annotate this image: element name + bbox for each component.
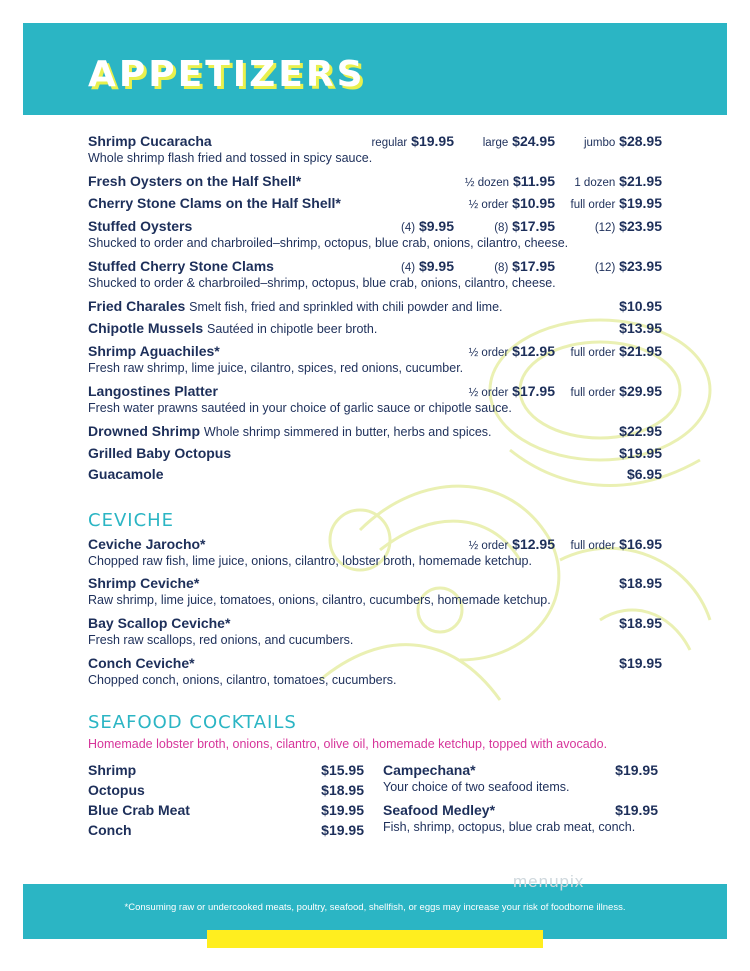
price [619, 575, 662, 591]
item-name [88, 615, 230, 631]
cocktail-description: Fish, shrimp, octopus, blue crab meat, conch. [383, 820, 636, 834]
price-value: $28.95 [619, 133, 662, 149]
menu-item [88, 343, 662, 363]
cocktail-name: Seafood Medley* [383, 802, 496, 818]
price-value: $13.95 [619, 320, 662, 336]
price-value: $21.95 [619, 343, 662, 359]
price [371, 133, 454, 149]
item-description: Fresh raw shrimp, lime juice, cilantro, spices, red onions, cucumber. [88, 361, 464, 375]
price-value: $18.95 [619, 575, 662, 591]
price [469, 343, 555, 359]
item-name [88, 423, 492, 439]
item-name [88, 173, 301, 189]
price-value: $23.95 [619, 218, 662, 234]
cocktail-price: $19.95 [615, 802, 658, 818]
page-title: APPETIZERS [88, 54, 366, 95]
price-label: ½ order [468, 199, 509, 211]
item-name-text: Stuffed Oysters [88, 218, 193, 234]
price-value: $19.95 [411, 133, 454, 149]
price [401, 218, 454, 234]
price-label: ½ order [468, 347, 509, 359]
yellow-bar [207, 930, 543, 948]
menu-item [88, 536, 662, 556]
menu-item [88, 195, 662, 215]
price-value: $11.95 [512, 173, 555, 189]
item-name [88, 575, 199, 591]
price-label: (4) [401, 222, 416, 234]
price-value: $16.95 [619, 536, 662, 552]
price-value: $9.95 [418, 258, 454, 274]
cocktail-name: Conch [88, 822, 132, 838]
price-value: $23.95 [619, 258, 662, 274]
item-name [88, 466, 163, 482]
item-name [88, 320, 377, 336]
item-inline-description: Smelt fish, fried and sprinkled with chili powder and lime. [189, 300, 503, 314]
item-name-text: Shrimp Cucaracha [88, 133, 212, 149]
item-name [88, 258, 274, 274]
price [619, 445, 662, 461]
price-label: (12) [594, 262, 616, 274]
price-label: (4) [401, 262, 416, 274]
cocktail-description: Your choice of two seafood items. [383, 780, 570, 794]
price-label: (8) [494, 262, 509, 274]
menu-item [88, 423, 662, 443]
price [595, 218, 662, 234]
price [571, 195, 662, 211]
price-label: 1 dozen [574, 177, 616, 189]
item-name [88, 133, 212, 149]
item-description: Raw shrimp, lime juice, tomatoes, onions, cilantro, cucumbers, homemade ketchup. [88, 593, 551, 607]
price-value: $17.95 [512, 218, 555, 234]
item-name-text: Chipotle Mussels [88, 320, 204, 336]
cocktail-item [88, 802, 364, 822]
price-value: $10.95 [512, 195, 555, 211]
price-value: $17.95 [512, 258, 555, 274]
item-name [88, 218, 192, 234]
item-name-text: Conch Ceviche* [88, 655, 195, 671]
price-label: full order [570, 540, 616, 552]
menu-item [88, 258, 662, 278]
cocktail-price: $19.95 [615, 762, 658, 778]
price-label: regular [371, 137, 408, 149]
item-name-text: Shrimp Ceviche* [88, 575, 200, 591]
price-label: jumbo [583, 137, 616, 149]
price-value: $12.95 [512, 343, 555, 359]
item-description: Whole shrimp flash fried and tossed in spicy sauce. [88, 151, 373, 165]
item-name-text: Cherry Stone Clams on the Half Shell* [88, 195, 341, 211]
price [465, 173, 555, 189]
item-name-text: Guacamole [88, 466, 164, 482]
price-label: full order [570, 347, 616, 359]
price-value: $29.95 [619, 383, 662, 399]
cocktail-name: Blue Crab Meat [88, 802, 190, 818]
item-description: Fresh water prawns sautéed in your choice of garlic sauce or chipotle sauce. [88, 401, 512, 415]
item-name-text: Bay Scallop Ceviche* [88, 615, 231, 631]
price [619, 423, 662, 439]
price-label: ½ order [468, 540, 509, 552]
price [469, 383, 555, 399]
menu-item [88, 133, 662, 153]
cocktail-item [88, 782, 364, 802]
menu-item [88, 320, 662, 340]
price-label: (8) [494, 222, 509, 234]
disclaimer: *Consuming raw or undercooked meats, poultry, seafood, shellfish, or eggs may increase your risk of foodborne illness. [124, 902, 626, 913]
item-name-text: Fresh Oysters on the Half Shell* [88, 173, 302, 189]
item-description: Chopped conch, onions, cilantro, tomatoes, cucumbers. [88, 673, 397, 687]
price-value: $18.95 [619, 615, 662, 631]
price [401, 258, 454, 274]
menu-item [88, 615, 662, 635]
cocktail-name: Campechana* [383, 762, 476, 778]
price-value: $19.95 [619, 655, 662, 671]
price-value: $19.95 [619, 195, 662, 211]
price-label: ½ order [468, 387, 509, 399]
cocktail-price: $18.95 [321, 782, 364, 798]
menu-item [88, 173, 662, 193]
menu-item [88, 383, 662, 403]
watermark: menupix [513, 872, 585, 891]
price [619, 298, 662, 314]
cocktail-item [88, 822, 364, 842]
menu-item [88, 655, 662, 675]
item-name [88, 195, 341, 211]
item-description: Shucked to order and charbroiled–shrimp, octopus, blue crab, onions, cilantro, cheese. [88, 236, 569, 250]
item-name-text: Grilled Baby Octopus [88, 445, 232, 461]
price-value: $6.95 [626, 466, 662, 482]
price-value: $17.95 [512, 383, 555, 399]
price-label: (12) [594, 222, 616, 234]
menu-item [88, 218, 662, 238]
item-name-text: Shrimp Aguachiles* [88, 343, 220, 359]
price [584, 133, 662, 149]
price [494, 218, 555, 234]
item-inline-description: Sautéed in chipotle beer broth. [207, 322, 378, 336]
cocktail-price: $19.95 [321, 802, 364, 818]
cocktail-item [88, 762, 364, 782]
price-value: $21.95 [619, 173, 662, 189]
cocktail-name: Octopus [88, 782, 145, 798]
price-label: large [482, 137, 509, 149]
cocktail-item [383, 802, 658, 822]
menu-item [88, 575, 662, 595]
price [619, 615, 662, 631]
price [494, 258, 555, 274]
price [595, 258, 662, 274]
price [571, 536, 662, 552]
item-name [88, 298, 503, 314]
item-name-text: Fried Charales [88, 298, 186, 314]
price [619, 655, 662, 671]
item-name-text: Stuffed Cherry Stone Clams [88, 258, 274, 274]
price-label: ½ dozen [464, 177, 510, 189]
cocktail-price: $19.95 [321, 822, 364, 838]
ceviche-heading: CEVICHE [88, 510, 175, 531]
item-name [88, 343, 220, 359]
item-name [88, 383, 218, 399]
cocktail-price: $15.95 [321, 762, 364, 778]
price [483, 133, 555, 149]
menu-item [88, 298, 662, 318]
price [469, 536, 555, 552]
price [469, 195, 555, 211]
price-value: $22.95 [619, 423, 662, 439]
price [571, 383, 662, 399]
price-value: $9.95 [418, 218, 454, 234]
item-description: Chopped raw fish, lime juice, onions, cilantro, lobster broth, homemade ketchup. [88, 554, 532, 568]
price [627, 466, 662, 482]
price-label: full order [570, 199, 616, 211]
cocktail-name: Shrimp [88, 762, 137, 778]
item-inline-description: Whole shrimp simmered in butter, herbs and spices. [203, 425, 492, 439]
item-name [88, 536, 206, 552]
menu-item [88, 445, 662, 465]
price-value: $19.95 [619, 445, 662, 461]
price-label: full order [570, 387, 616, 399]
price-value: $12.95 [512, 536, 555, 552]
cocktails-note: Homemade lobster broth, onions, cilantro, olive oil, homemade ketchup, topped with avocado. [88, 737, 608, 751]
price-value: $10.95 [619, 298, 662, 314]
cocktail-item [383, 762, 658, 782]
item-description: Fresh raw scallops, red onions, and cucumbers. [88, 633, 354, 647]
item-name [88, 655, 195, 671]
item-name [88, 445, 231, 461]
price-value: $24.95 [512, 133, 555, 149]
item-name-text: Ceviche Jarocho* [88, 536, 206, 552]
price [574, 173, 662, 189]
cocktails-heading: SEAFOOD COCKTAILS [88, 712, 297, 733]
price [619, 320, 662, 336]
item-name-text: Drowned Shrimp [88, 423, 201, 439]
item-description: Shucked to order & charbroiled–shrimp, octopus, blue crab, onions, cilantro, cheese. [88, 276, 556, 290]
price [571, 343, 662, 359]
menu-item [88, 466, 662, 486]
item-name-text: Langostines Platter [88, 383, 218, 399]
